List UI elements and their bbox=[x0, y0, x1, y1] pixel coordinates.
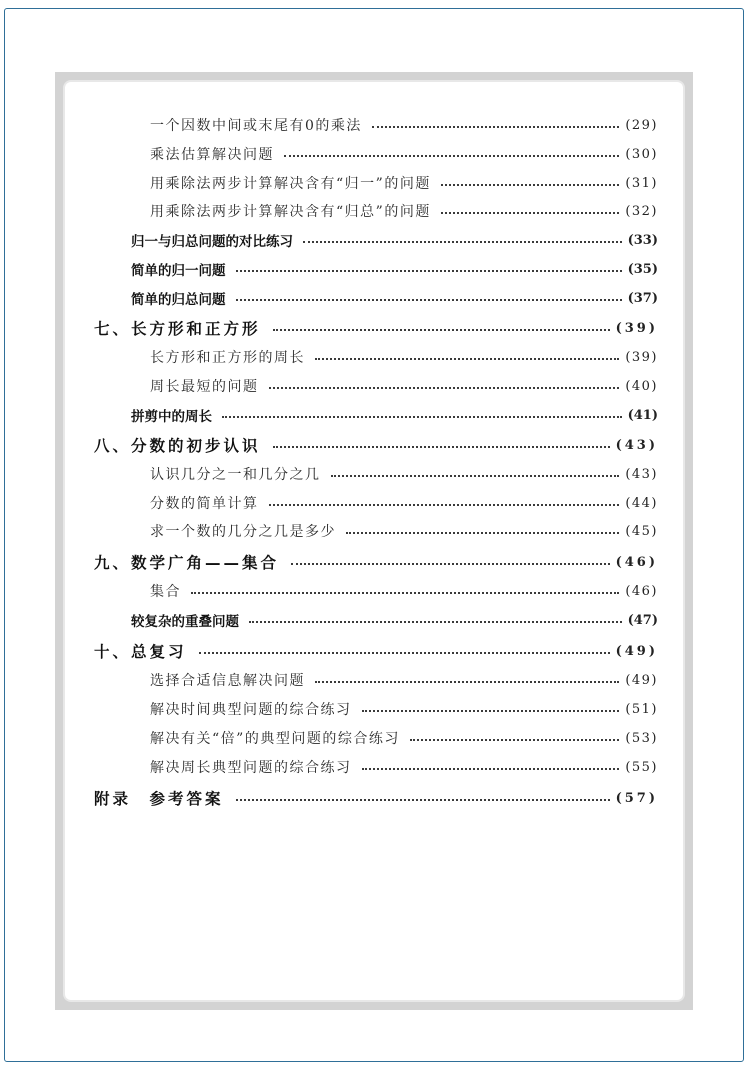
dot-leader bbox=[441, 212, 619, 214]
dot-leader bbox=[303, 241, 622, 243]
toc-entry-page: (41) bbox=[627, 407, 658, 423]
toc-entry-title: 用乘除法两步计算解决含有“归一”的问题 bbox=[150, 176, 431, 192]
dot-leader bbox=[331, 475, 620, 477]
toc-entry-page: (44) bbox=[625, 495, 658, 511]
toc-entry-title: 较复杂的重叠问题 bbox=[131, 614, 239, 630]
dot-leader bbox=[410, 739, 619, 741]
toc-entry-page: (35) bbox=[627, 261, 658, 277]
dot-leader bbox=[269, 387, 620, 389]
toc-entry-page: (49) bbox=[615, 643, 658, 659]
toc-entry-page: (55) bbox=[625, 759, 658, 775]
toc-chapter[interactable] bbox=[94, 551, 658, 573]
toc-entry[interactable] bbox=[150, 201, 658, 221]
toc-entry-title: 乘法估算解决问题 bbox=[150, 147, 274, 163]
dot-leader bbox=[284, 155, 619, 157]
toc-entry-page: (46) bbox=[615, 554, 658, 570]
toc-entry-page: (51) bbox=[625, 701, 658, 717]
toc-entry-title: 简单的归一问题 bbox=[131, 263, 226, 279]
toc-chapter-title: 八、分数的初步认识 bbox=[94, 437, 261, 455]
dot-leader bbox=[191, 592, 619, 594]
toc-entry-title: 解决有关“倍”的典型问题的综合练习 bbox=[150, 731, 400, 747]
dot-leader bbox=[346, 532, 619, 534]
toc-entry-page: (39) bbox=[625, 349, 658, 365]
dot-leader bbox=[362, 768, 620, 770]
dot-leader bbox=[273, 446, 610, 448]
toc-entry-title: 归一与归总问题的对比练习 bbox=[131, 234, 293, 250]
toc-entry-title: 解决时间典型问题的综合练习 bbox=[150, 702, 352, 718]
toc-entry[interactable] bbox=[150, 757, 658, 777]
toc-entry[interactable] bbox=[150, 464, 658, 484]
dot-leader bbox=[269, 504, 620, 506]
dot-leader bbox=[441, 184, 619, 186]
toc-entry-page: (40) bbox=[625, 378, 658, 394]
dot-leader bbox=[315, 681, 619, 683]
toc-entry[interactable] bbox=[150, 347, 658, 367]
toc-entry-title: 长方形和正方形的周长 bbox=[150, 350, 305, 366]
toc-entry-page: (57) bbox=[615, 790, 658, 806]
toc-entry-page: (39) bbox=[615, 320, 658, 336]
toc-entry[interactable] bbox=[150, 144, 658, 164]
dot-leader bbox=[273, 329, 610, 331]
toc-entry-page: (32) bbox=[625, 203, 658, 219]
toc-entry-page: (45) bbox=[625, 523, 658, 539]
toc-entry[interactable] bbox=[131, 259, 658, 279]
toc-entry-page: (33) bbox=[627, 232, 658, 248]
toc-chapter[interactable] bbox=[94, 434, 658, 456]
toc-entry-page: (49) bbox=[625, 672, 658, 688]
toc-entry-page: (47) bbox=[627, 612, 658, 628]
toc-chapter-title: 附录 参考答案 bbox=[94, 790, 224, 808]
toc-entry-title: 一个因数中间或末尾有0的乘法 bbox=[150, 118, 362, 134]
toc-entry-title: 选择合适信息解决问题 bbox=[150, 673, 305, 689]
toc-entry[interactable] bbox=[150, 376, 658, 396]
toc-entry-title: 简单的归总问题 bbox=[131, 292, 226, 308]
toc-chapter[interactable] bbox=[94, 787, 658, 809]
toc-chapter[interactable] bbox=[94, 317, 658, 339]
toc-entry[interactable] bbox=[150, 173, 658, 193]
toc-entry-page: (53) bbox=[625, 730, 658, 746]
toc-entry-title: 用乘除法两步计算解决含有“归总”的问题 bbox=[150, 204, 431, 220]
toc-entry-page: (43) bbox=[615, 437, 658, 453]
toc-entry[interactable] bbox=[150, 493, 658, 513]
toc-entry[interactable] bbox=[150, 115, 658, 135]
dot-leader bbox=[291, 563, 610, 565]
toc-entry[interactable] bbox=[150, 670, 658, 690]
toc-chapter[interactable] bbox=[94, 640, 658, 662]
toc-entry-page: (31) bbox=[625, 175, 658, 191]
dot-leader bbox=[199, 652, 610, 654]
toc-entry-page: (46) bbox=[625, 583, 658, 599]
toc-entry-page: (37) bbox=[627, 290, 658, 306]
dot-leader bbox=[236, 270, 622, 272]
toc-entry-title: 认识几分之一和几分之几 bbox=[150, 467, 321, 483]
toc-entry[interactable] bbox=[150, 581, 658, 601]
toc-entry-title: 分数的简单计算 bbox=[150, 496, 259, 512]
toc-entry[interactable] bbox=[150, 699, 658, 719]
toc-entry-title: 集合 bbox=[150, 584, 181, 600]
toc-chapter-title: 九、数学广角——集合 bbox=[94, 554, 280, 572]
dot-leader bbox=[372, 126, 619, 128]
toc-chapter-title: 七、长方形和正方形 bbox=[94, 320, 261, 338]
toc-entry-title: 拼剪中的周长 bbox=[131, 409, 212, 425]
dot-leader bbox=[249, 621, 622, 623]
toc-entry-title: 周长最短的问题 bbox=[150, 379, 259, 395]
dot-leader bbox=[236, 799, 610, 801]
toc-entry-title: 解决周长典型问题的综合练习 bbox=[150, 760, 352, 776]
toc-entry[interactable] bbox=[150, 728, 658, 748]
toc-entry-page: (30) bbox=[625, 146, 658, 162]
dot-leader bbox=[236, 299, 622, 301]
dot-leader bbox=[222, 416, 622, 418]
toc-entry[interactable] bbox=[131, 288, 658, 308]
toc-entry-page: (43) bbox=[625, 466, 658, 482]
toc-entry[interactable] bbox=[150, 521, 658, 541]
dot-leader bbox=[362, 710, 620, 712]
toc-entry-title: 求一个数的几分之几是多少 bbox=[150, 524, 336, 540]
toc-entry[interactable] bbox=[131, 610, 658, 630]
dot-leader bbox=[315, 358, 619, 360]
toc-entry-page: (29) bbox=[625, 117, 658, 133]
toc-chapter-title: 十、总复习 bbox=[94, 643, 187, 661]
toc-entry[interactable] bbox=[131, 405, 658, 425]
toc-entry[interactable] bbox=[131, 230, 658, 250]
